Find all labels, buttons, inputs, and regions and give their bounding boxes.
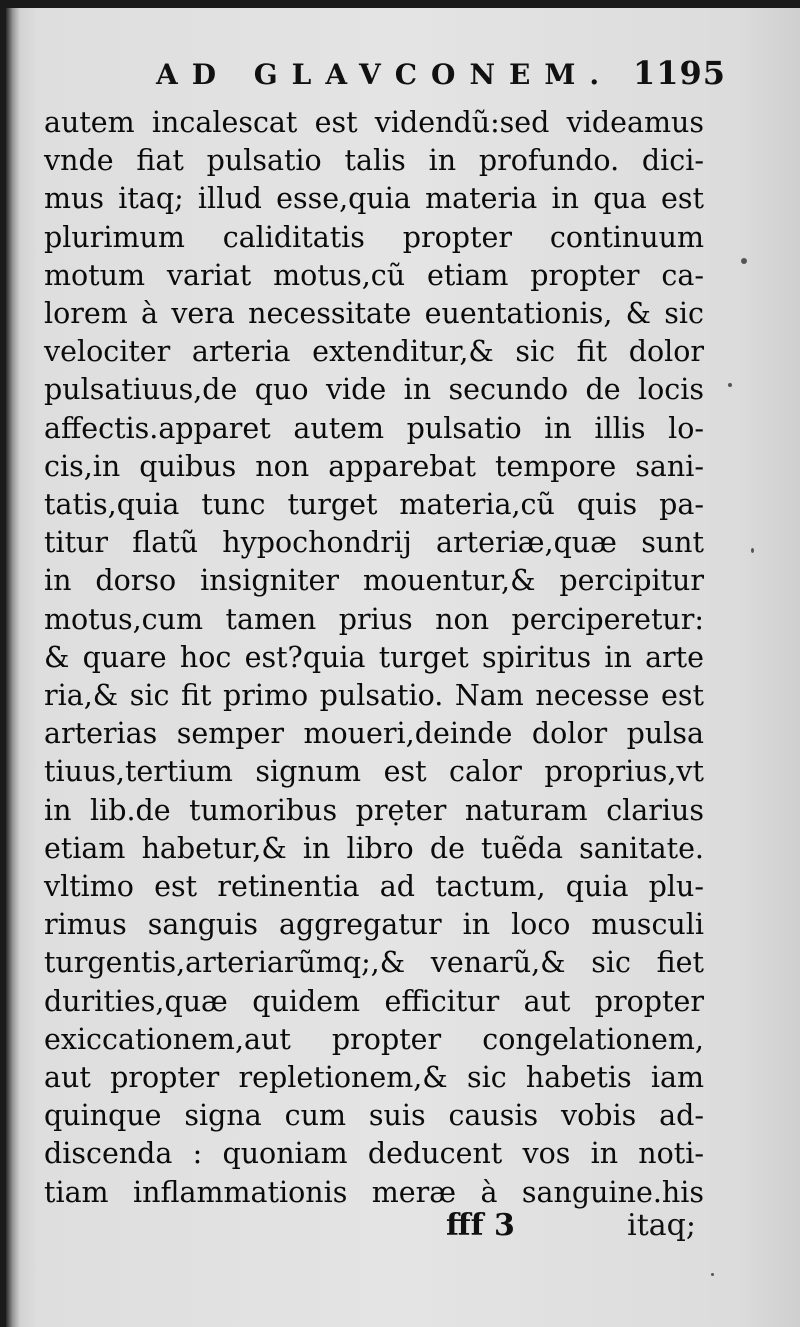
text-line: plurimum caliditatis propter continuum: [44, 220, 704, 254]
paper-speck: [728, 383, 732, 387]
page-header: [156, 54, 726, 98]
text-line: pulsatiuus,de quo vide in secundo de locis: [44, 373, 704, 407]
signature-mark: fff 3: [446, 1208, 515, 1243]
text-line: motum variat motus,cũ etiam propter ca-: [44, 258, 704, 292]
text-line: cis,in quibus non apparebat tempore sani-: [44, 449, 704, 483]
text-line: tatis,quia tunc turget materia,cũ quis pa-: [44, 488, 704, 522]
paper-speck: [711, 1273, 714, 1276]
text-line: aut propter repletionem,& sic habetis iam: [44, 1061, 704, 1095]
text-line: titur flatũ hypochondrij arteriæ,quæ sunt: [44, 526, 704, 560]
text-line: exiccationem,aut propter congelationem,: [44, 1022, 704, 1056]
text-line: motus,cum tamen prius non perciperetur:: [44, 602, 704, 636]
catchword: itaq;: [627, 1208, 696, 1243]
text-line: turgentis,arteriarũmq;,& venarũ,& sic fiet: [44, 946, 704, 980]
text-line: autem incalescat est videndũ:sed videamus: [44, 106, 704, 139]
text-line: vltimo est retinentia ad tactum, quia plu-: [44, 870, 704, 904]
text-line: discenda : quoniam deducent vos in noti-: [44, 1137, 704, 1171]
running-head: AD GLAVCONEM.: [156, 58, 614, 91]
book-page: [6, 8, 800, 1327]
text-line: durities,quæ quidem efficitur aut propter: [44, 984, 704, 1018]
text-line: in dorso insigniter mouentur,& percipitur: [44, 564, 704, 598]
gutter-shadow: [6, 8, 20, 1327]
text-line: in lib.de tumoribus prẹter naturam clarius: [44, 793, 704, 827]
text-line: lorem à vera necessitate euentationis, & sic: [44, 297, 704, 331]
text-line: rimus sanguis aggregatur in loco musculi: [44, 908, 704, 942]
text-line: affectis.apparet autem pulsatio in illis lo-: [44, 411, 704, 445]
text-line: quinque signa cum suis causis vobis ad-: [44, 1099, 704, 1133]
page-footer: [446, 1208, 696, 1248]
text-line: tiuus,tertium signum est calor proprius,vt: [44, 755, 704, 789]
text-line: & quare hoc est?quia turget spiritus in arte: [44, 640, 704, 674]
text-line: arterias semper moueri,deinde dolor pulsa: [44, 717, 704, 751]
text-line: tiam inflammationis meræ à sanguine.his: [44, 1175, 704, 1209]
paper-speck: [751, 548, 754, 553]
body-text: [44, 104, 704, 1212]
text-line: etiam habetur,& in libro de tuẽda sanitate.: [44, 831, 704, 865]
page-number: 1195: [632, 54, 726, 92]
text-line: velociter arteria extenditur,& sic fit dolor: [44, 335, 704, 369]
text-line: vnde fiat pulsatio talis in profundo. dici-: [44, 144, 704, 178]
text-line: ria,& sic fit primo pulsatio. Nam necesse est: [44, 679, 704, 713]
paper-speck: [741, 258, 747, 264]
text-line: mus itaq; illud esse,quia materia in qua est: [44, 182, 704, 216]
